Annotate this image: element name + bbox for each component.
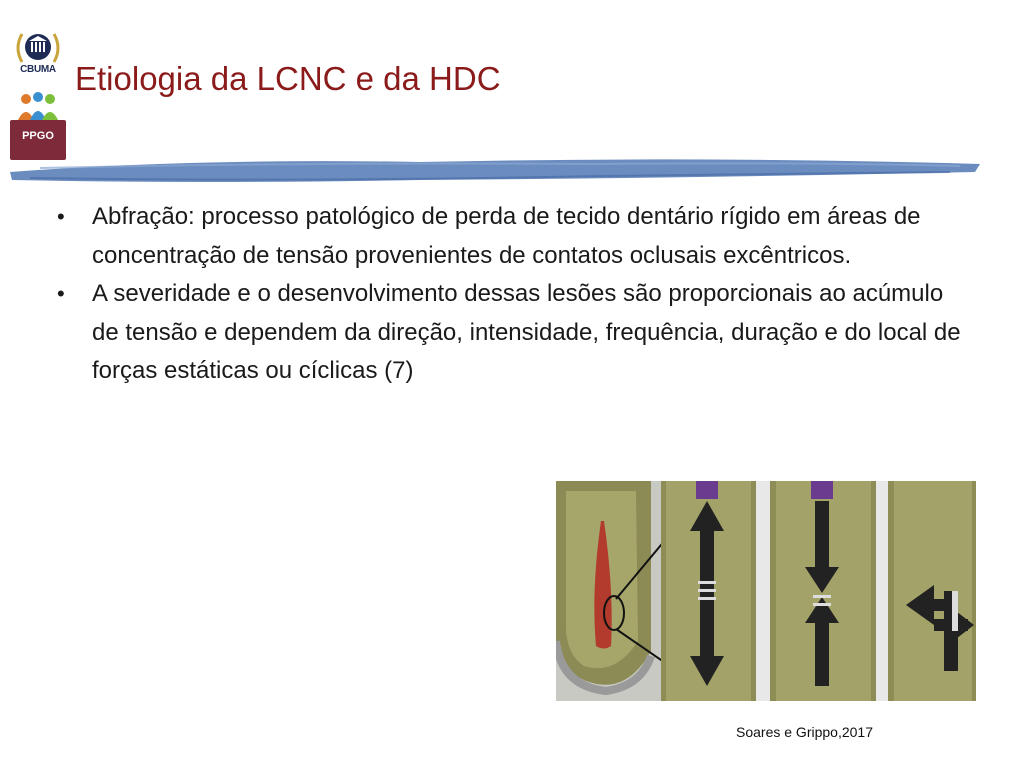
bullet-text: Abfração: processo patológico de perda de tecido dentário rígido em áreas de concentração de tensão provenientes de contatos oclusais excêntricos.	[92, 203, 921, 269]
bullet-marker: •	[57, 204, 65, 229]
tooth-stress-figure	[556, 481, 976, 701]
cbuma-logo	[12, 28, 64, 84]
slide-title: Etiologia da LCNC e da HDC	[75, 60, 501, 97]
figure-credit: Soares e Grippo,2017	[736, 724, 873, 740]
people-emblem-icon	[10, 92, 66, 122]
bullet-marker: •	[57, 281, 65, 306]
bullet-item	[55, 198, 975, 275]
ppgo-logo-text: PPGO	[22, 130, 54, 142]
brush-stroke-divider	[0, 150, 1024, 190]
bullet-text: A severidade e o desenvolvimento dessas lesões são proporcionais ao acúmulo de tensão e dependem da direção, intensidade, frequência, duração e do local de forças estáticas ou cíclicas (7)	[92, 280, 961, 384]
bullet-list	[55, 198, 975, 391]
cbuma-logo-text: CBUMA	[20, 64, 56, 75]
laurel-emblem-icon	[12, 28, 64, 68]
tooth-stress-illustration	[556, 481, 976, 701]
bullet-item	[55, 275, 975, 391]
